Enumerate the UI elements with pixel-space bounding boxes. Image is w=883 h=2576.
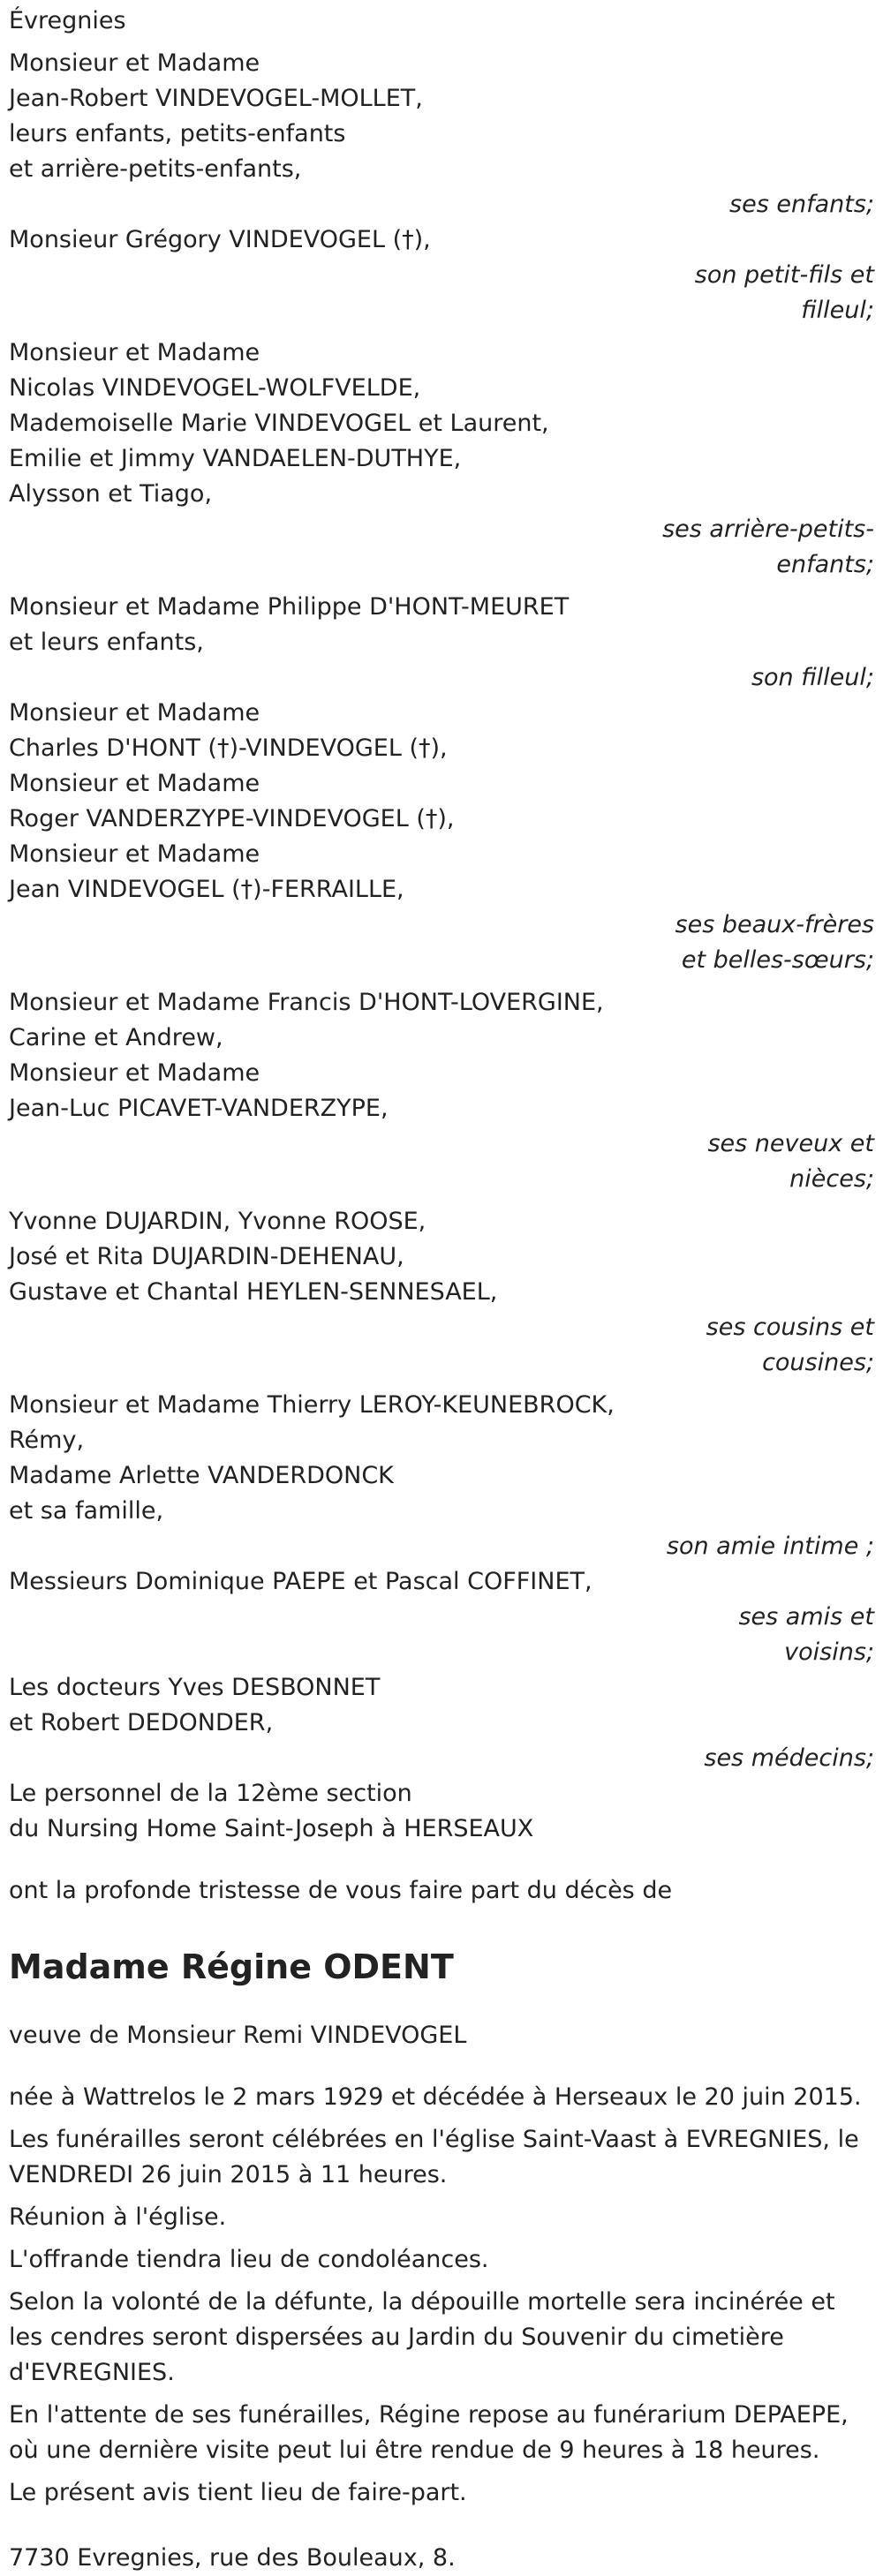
announcement-text: ont la profonde tristesse de vous faire part du décès de xyxy=(9,1877,673,1904)
family-line: leurs enfants, petits-enfants xyxy=(9,120,346,147)
relation-label: ses arrière-petits-enfants; xyxy=(662,516,874,578)
family-block xyxy=(9,1670,874,1776)
detail-paragraph: En l'attente de ses funérailles, Régine repose au funérarium DEPAEPE, où une dernière visite peut lui être rendue de 9 heures à 18 heures. xyxy=(9,2401,849,2464)
detail-paragraph: Les funérailles seront célébrées en l'église Saint-Vaast à EVREGNIES, le VENDREDI 26 juin 2015 à 11 heures. xyxy=(9,2126,859,2188)
family-line: Messieurs Dominique PAEPE et Pascal COFFINET, xyxy=(9,1568,592,1595)
family-block xyxy=(9,222,874,328)
family-line: Monsieur et Madame Thierry LEROY-KEUNEBROCK, xyxy=(9,1391,615,1419)
relation-label: son amie intime ; xyxy=(666,1533,874,1560)
family-line: Monsieur et Madame xyxy=(9,49,260,77)
family-line: Madame Arlette VANDERDONCK xyxy=(9,1462,394,1489)
place-heading: Évregnies xyxy=(9,7,126,34)
family-block xyxy=(9,1776,874,1847)
detail-paragraph: Réunion à l'église. xyxy=(9,2203,227,2231)
relation-label: son petit-fils et filleul; xyxy=(694,261,874,324)
family-line: Emilie et Jimmy VANDAELEN-DUTHYE, xyxy=(9,445,462,472)
family-block xyxy=(9,46,874,222)
family-line: Nicolas VINDEVOGEL-WOLFVELDE, xyxy=(9,374,421,402)
family-line: et leurs enfants, xyxy=(9,629,204,656)
family-line: Monsieur et Madame Philippe D'HONT-MEURET xyxy=(9,593,570,621)
family-block xyxy=(9,590,874,696)
family-line: Monsieur et Madame xyxy=(9,339,260,366)
family-line: Charles D'HONT (†)-VINDEVOGEL (†), xyxy=(9,734,448,762)
family-line: Yvonne DUJARDIN, Yvonne ROOSE, xyxy=(9,1208,426,1235)
family-line: Jean VINDEVOGEL (†)-FERRAILLE, xyxy=(9,876,404,903)
family-line: Le personnel de la 12ème section xyxy=(9,1780,412,1807)
family-line: Jean-Luc PICAVET-VANDERZYPE, xyxy=(9,1095,389,1122)
family-line: et arrière-petits-enfants, xyxy=(9,155,302,183)
detail-paragraph: née à Wattrelos le 2 mars 1929 et décédée à Herseaux le 20 juin 2015. xyxy=(9,2083,862,2111)
family-block xyxy=(9,1564,874,1670)
family-line: Monsieur et Madame Francis D'HONT-LOVERGINE, xyxy=(9,989,604,1016)
family-block xyxy=(9,985,874,1197)
family-line: Carine et Andrew, xyxy=(9,1024,223,1051)
family-block xyxy=(9,696,874,978)
family-line: Jean-Robert VINDEVOGEL-MOLLET, xyxy=(9,85,423,112)
family-line: Les docteurs Yves DESBONNET xyxy=(9,1674,381,1701)
relation-label: son filleul; xyxy=(751,664,874,691)
family-line: et sa famille, xyxy=(9,1497,164,1525)
obituary-page xyxy=(0,4,883,2572)
detail-paragraph: Le présent avis tient lieu de faire-part. xyxy=(9,2479,467,2506)
address-footer: 7730 Evregnies, rue des Bouleaux, 8. xyxy=(9,2544,456,2572)
relation-label: ses neveux et nièces; xyxy=(707,1130,874,1193)
relation-label: ses enfants; xyxy=(729,191,874,218)
family-line: Monsieur et Madame xyxy=(9,770,260,797)
detail-paragraph: L'offrande tiendra lieu de condoléances. xyxy=(9,2246,489,2273)
relation-label: ses amis et voisins; xyxy=(738,1603,874,1666)
family-line: et Robert DEDONDER, xyxy=(9,1709,274,1736)
widow-of-text: veuve de Monsieur Remi VINDEVOGEL xyxy=(9,2022,467,2049)
family-line: Monsieur Grégory VINDEVOGEL (†), xyxy=(9,226,431,253)
family-line: Rémy, xyxy=(9,1427,85,1454)
details-section xyxy=(9,2080,874,2511)
relation-label: ses cousins et cousines; xyxy=(706,1314,874,1376)
family-block xyxy=(9,1388,874,1564)
deceased-name: Madame Régine ODENT xyxy=(9,1947,454,1986)
relation-label: ses médecins; xyxy=(704,1744,874,1772)
relation-label: ses beaux-frères et belles-sœurs; xyxy=(675,911,874,974)
detail-paragraph: Selon la volonté de la défunte, la dépouille mortelle sera incinérée et les cendres seront dispersées au Jardin du Souvenir du cimetière d'EVREGNIES. xyxy=(9,2288,835,2386)
family-block xyxy=(9,1204,874,1381)
family-line: du Nursing Home Saint-Joseph à HERSEAUX xyxy=(9,1815,534,1842)
family-line: Gustave et Chantal HEYLEN-SENNESAEL, xyxy=(9,1278,498,1306)
family-line: Mademoiselle Marie VINDEVOGEL et Laurent, xyxy=(9,410,549,437)
family-line: Monsieur et Madame xyxy=(9,840,260,868)
family-line: Monsieur et Madame xyxy=(9,1059,260,1087)
family-line: Alysson et Tiago, xyxy=(9,480,213,508)
family-line: Roger VANDERZYPE-VINDEVOGEL (†), xyxy=(9,805,455,832)
family-block xyxy=(9,335,874,583)
family-line: Monsieur et Madame xyxy=(9,699,260,727)
family-line: José et Rita DUJARDIN-DEHENAU, xyxy=(9,1243,404,1270)
